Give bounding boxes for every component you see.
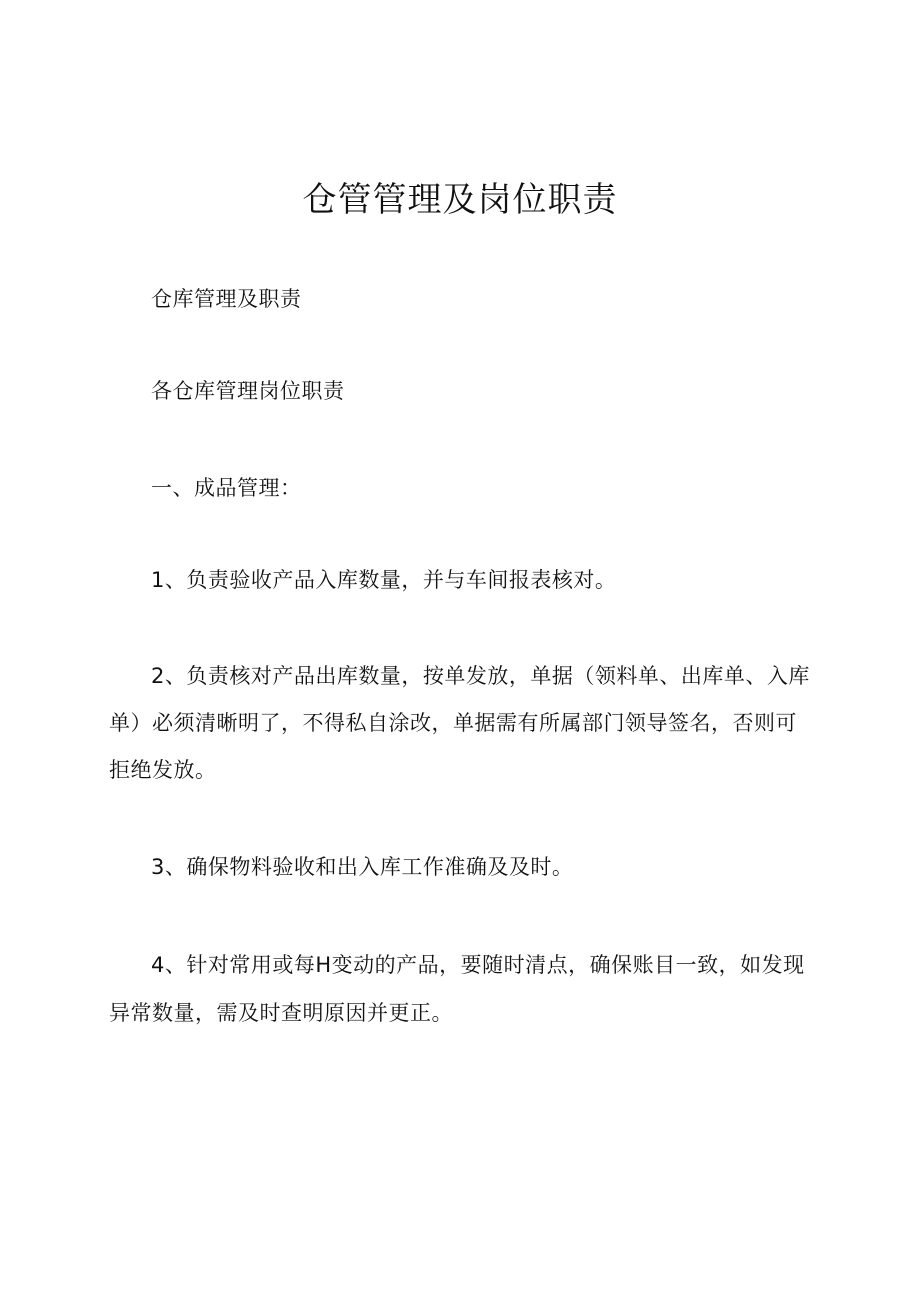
duty-item-4: 4、针对常用或每H变动的产品，要随时清点，确保账目一致，如发现异常数量，需及时查明原因并更正。 (109, 953, 805, 1025)
duty-item-1: 1、负责验收产品入库数量，并与车间报表核对。 (151, 568, 617, 592)
section-heading: 仓库管理及职责 (151, 287, 302, 311)
duty-item-3: 3、确保物料验收和出入库工作准确及及时。 (151, 855, 574, 879)
document-title: 仓管管理及岗位职责 (302, 180, 618, 220)
section-item-heading: 一、成品管理： (151, 476, 302, 500)
section-subheading: 各仓库管理岗位职责 (151, 379, 345, 403)
duty-item-2: 2、负责核对产品出库数量，按单发放，单据（领料单、出库单、入库单）必须清晰明了，不得私自涂改，单据需有所属部门领导签名，否则可拒绝发放。 (109, 664, 810, 782)
